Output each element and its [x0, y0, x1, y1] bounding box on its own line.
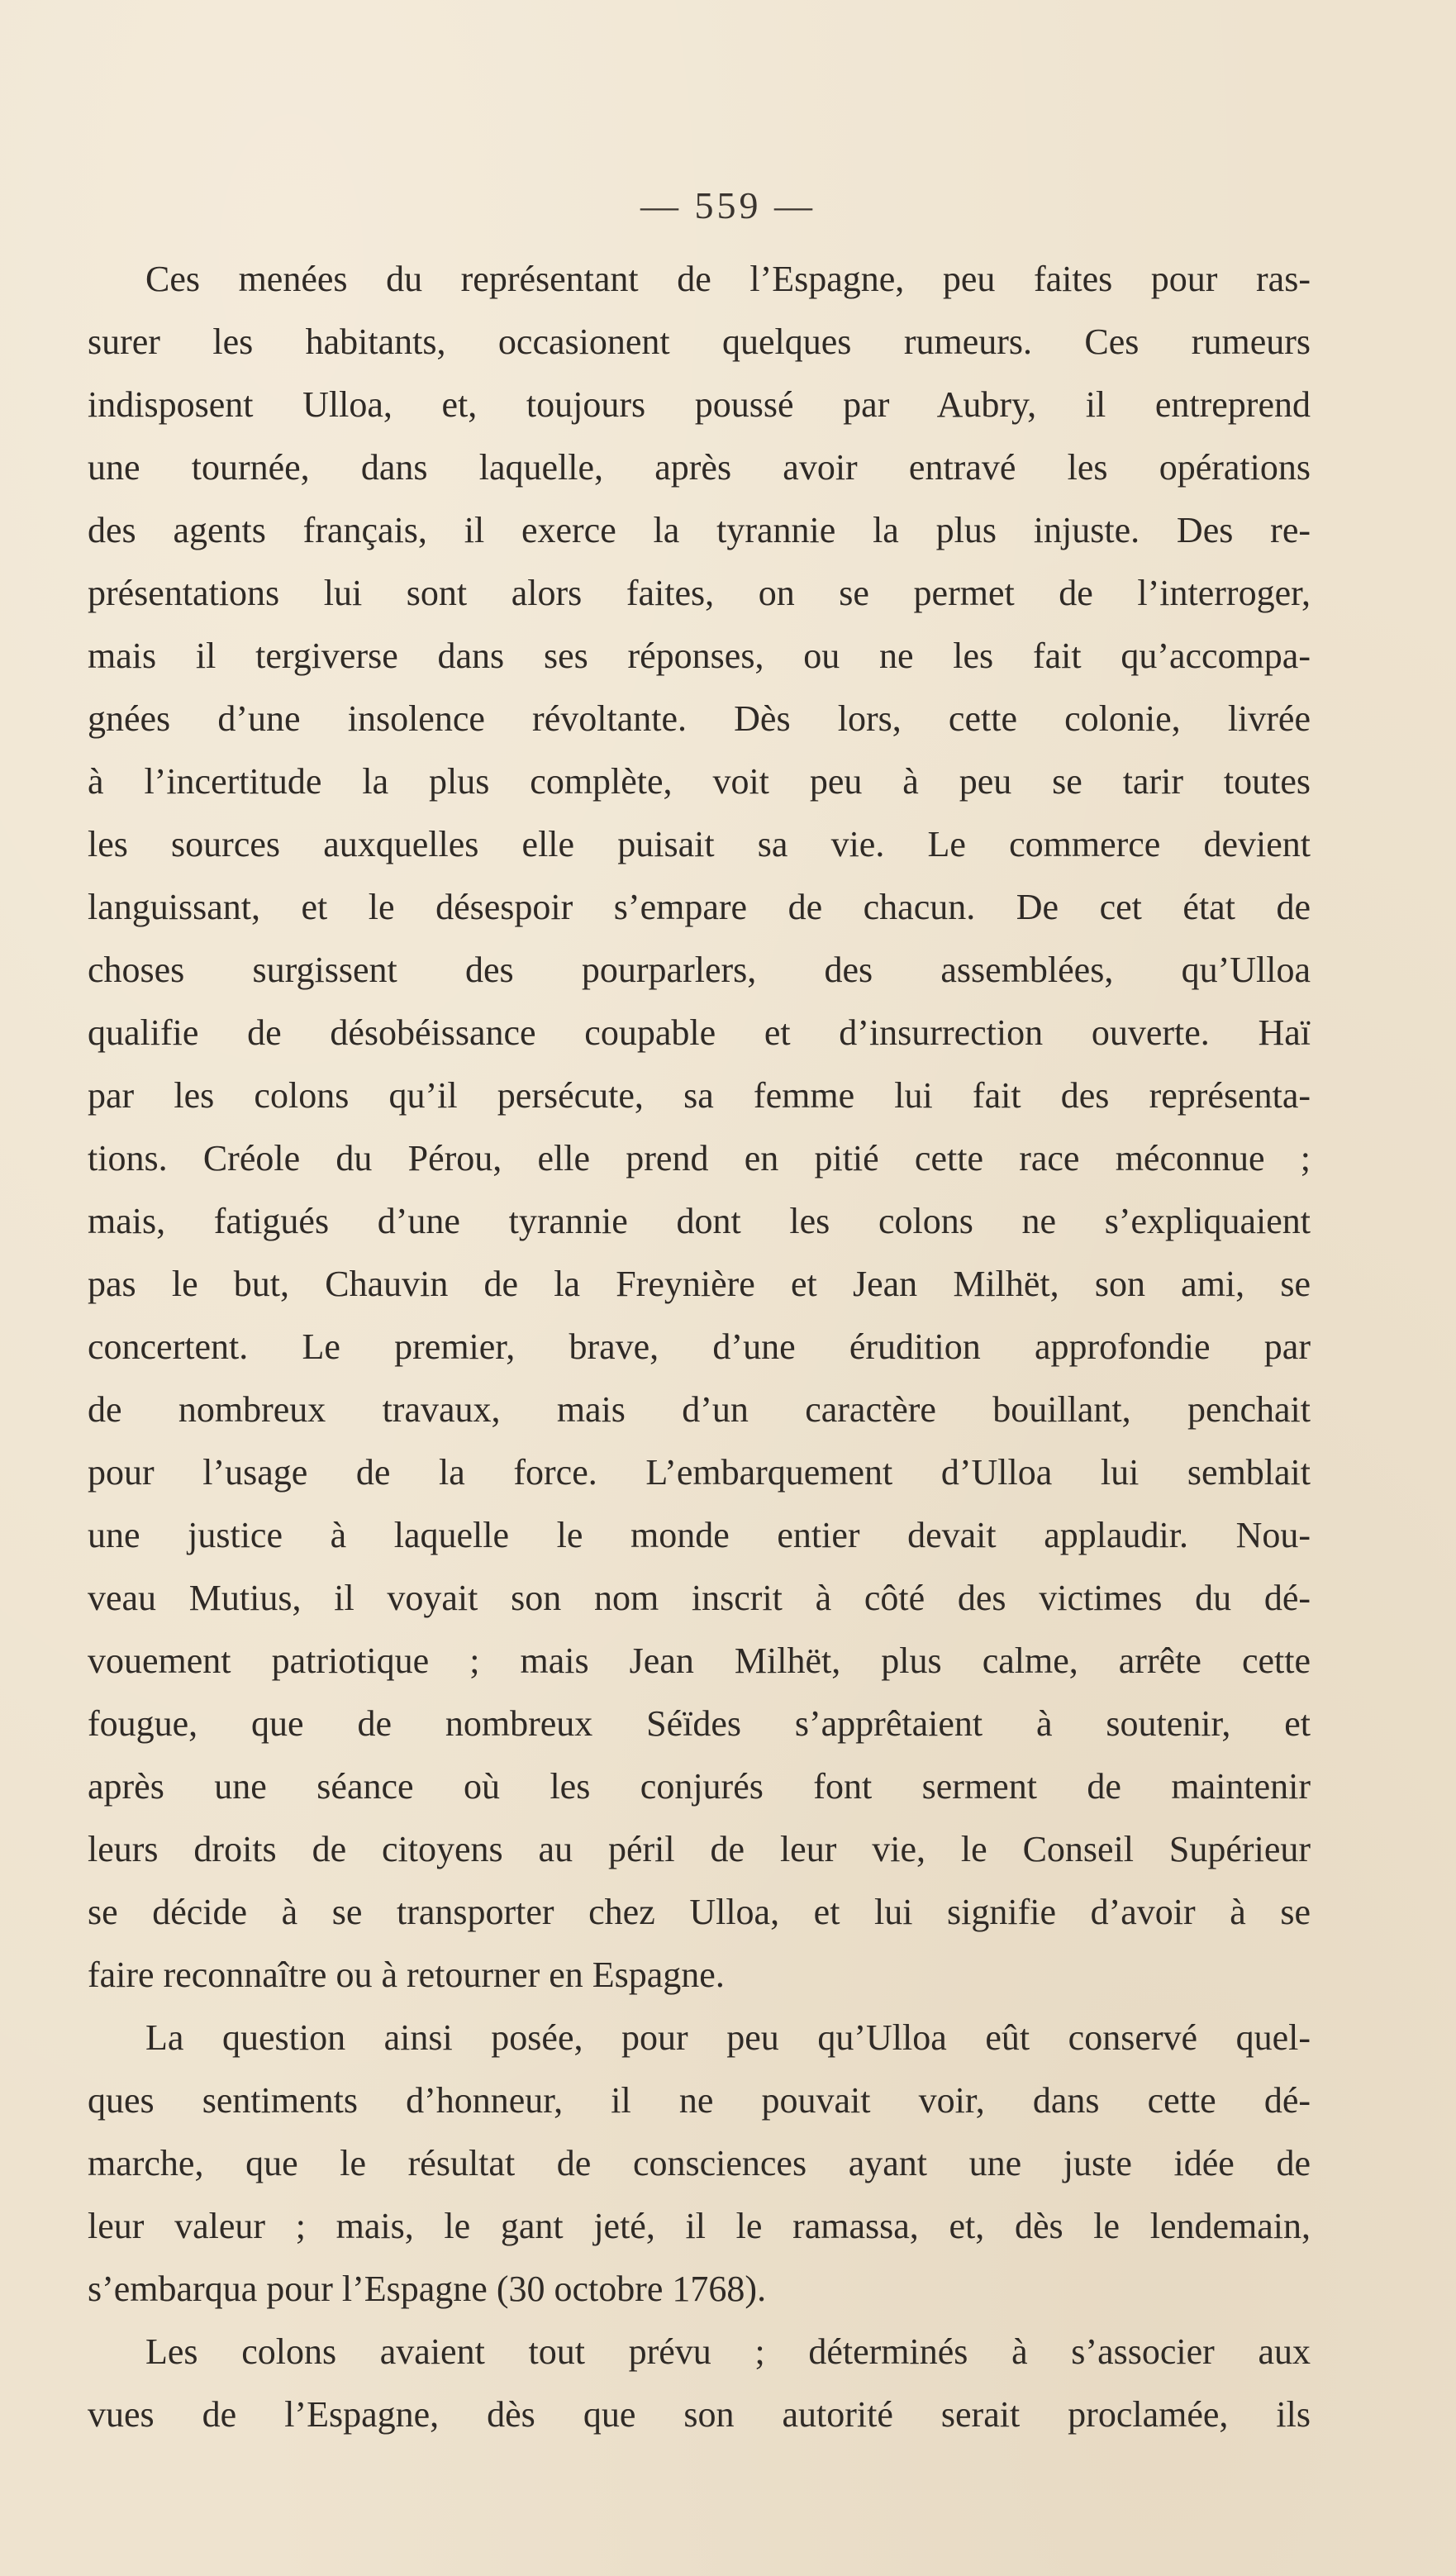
text-line: pas le but, Chauvin de la Freynière et Jean Milhët, son ami, se — [88, 1264, 1311, 1304]
text-line: se décide à se transporter chez Ulloa, et lui signifie d’avoir à se — [88, 1892, 1311, 1932]
text-line: pour l’usage de la force. L’embarquement d’Ulloa lui semblait — [88, 1452, 1311, 1493]
text-line: à l’incertitude la plus complète, voit peu à peu se tarir toutes — [88, 761, 1311, 802]
text-line: veau Mutius, il voyait son nom inscrit à côté des victimes du dé- — [88, 1578, 1311, 1618]
text-line: concertent. Le premier, brave, d’une érudition approfondie par — [88, 1326, 1311, 1367]
text-line: La question ainsi posée, pour peu qu’Ulloa eût conservé quel- — [145, 2017, 1311, 2058]
text-line: fougue, que de nombreux Séïdes s’apprêtaient à soutenir, et — [88, 1703, 1311, 1744]
text-line: leur valeur ; mais, le gant jeté, il le ramassa, et, dès le lendemain, — [88, 2206, 1311, 2246]
paragraph — [88, 2007, 1311, 2321]
paragraph — [88, 248, 1311, 2007]
paragraph — [88, 2321, 1311, 2446]
text-line: qualifie de désobéissance coupable et d’insurrection ouverte. Haï — [88, 1012, 1311, 1053]
text-line: une justice à laquelle le monde entier devait applaudir. Nou- — [88, 1515, 1311, 1555]
text-line: vues de l’Espagne, dès que son autorité serait proclamée, ils — [88, 2394, 1311, 2435]
text-line: surer les habitants, occasionent quelques rumeurs. Ces rumeurs — [88, 321, 1311, 362]
body-text — [88, 248, 1311, 2446]
text-line: gnées d’une insolence révoltante. Dès lors, cette colonie, livrée — [88, 698, 1311, 739]
text-line: mais, fatigués d’une tyrannie dont les colons ne s’expliquaient — [88, 1201, 1311, 1241]
text-line: choses surgissent des pourparlers, des assemblées, qu’Ulloa — [88, 950, 1311, 990]
text-line: après une séance où les conjurés font serment de maintenir — [88, 1766, 1311, 1807]
text-line: mais il tergiverse dans ses réponses, ou ne les fait qu’accompa- — [88, 636, 1311, 676]
text-line: faire reconnaître ou à retourner en Espagne. — [88, 1955, 725, 1995]
text-line: s’embarqua pour l’Espagne (30 octobre 1768). — [88, 2269, 767, 2309]
text-line: de nombreux travaux, mais d’un caractère bouillant, penchait — [88, 1389, 1311, 1430]
text-line: tions. Créole du Pérou, elle prend en pitié cette race méconnue ; — [88, 1138, 1311, 1178]
text-line: une tournée, dans laquelle, après avoir entravé les opérations — [88, 447, 1311, 488]
text-line: Les colons avaient tout prévu ; déterminés à s’associer aux — [145, 2331, 1311, 2372]
text-line: leurs droits de citoyens au péril de leur vie, le Conseil Supérieur — [88, 1829, 1311, 1869]
text-line: marche, que le résultat de consciences ayant une juste idée de — [88, 2143, 1311, 2183]
text-line: présentations lui sont alors faites, on se permet de l’interroger, — [88, 573, 1311, 613]
page-number: — 559 — — [640, 184, 816, 226]
text-line: des agents français, il exerce la tyrannie la plus injuste. Des re- — [88, 510, 1311, 550]
text-line: Ces menées du représentant de l’Espagne, peu faites pour ras- — [145, 259, 1311, 299]
text-line: indisposent Ulloa, et, toujours poussé par Aubry, il entreprend — [88, 384, 1311, 425]
text-line: vouement patriotique ; mais Jean Milhët, plus calme, arrête cette — [88, 1640, 1311, 1681]
text-line: languissant, et le désespoir s’empare de chacun. De cet état de — [88, 887, 1311, 927]
text-line: les sources auxquelles elle puisait sa vie. Le commerce devient — [88, 824, 1311, 864]
text-line: par les colons qu’il persécute, sa femme lui fait des représenta- — [88, 1075, 1311, 1116]
text-line: ques sentiments d’honneur, il ne pouvait voir, dans cette dé- — [88, 2080, 1311, 2121]
